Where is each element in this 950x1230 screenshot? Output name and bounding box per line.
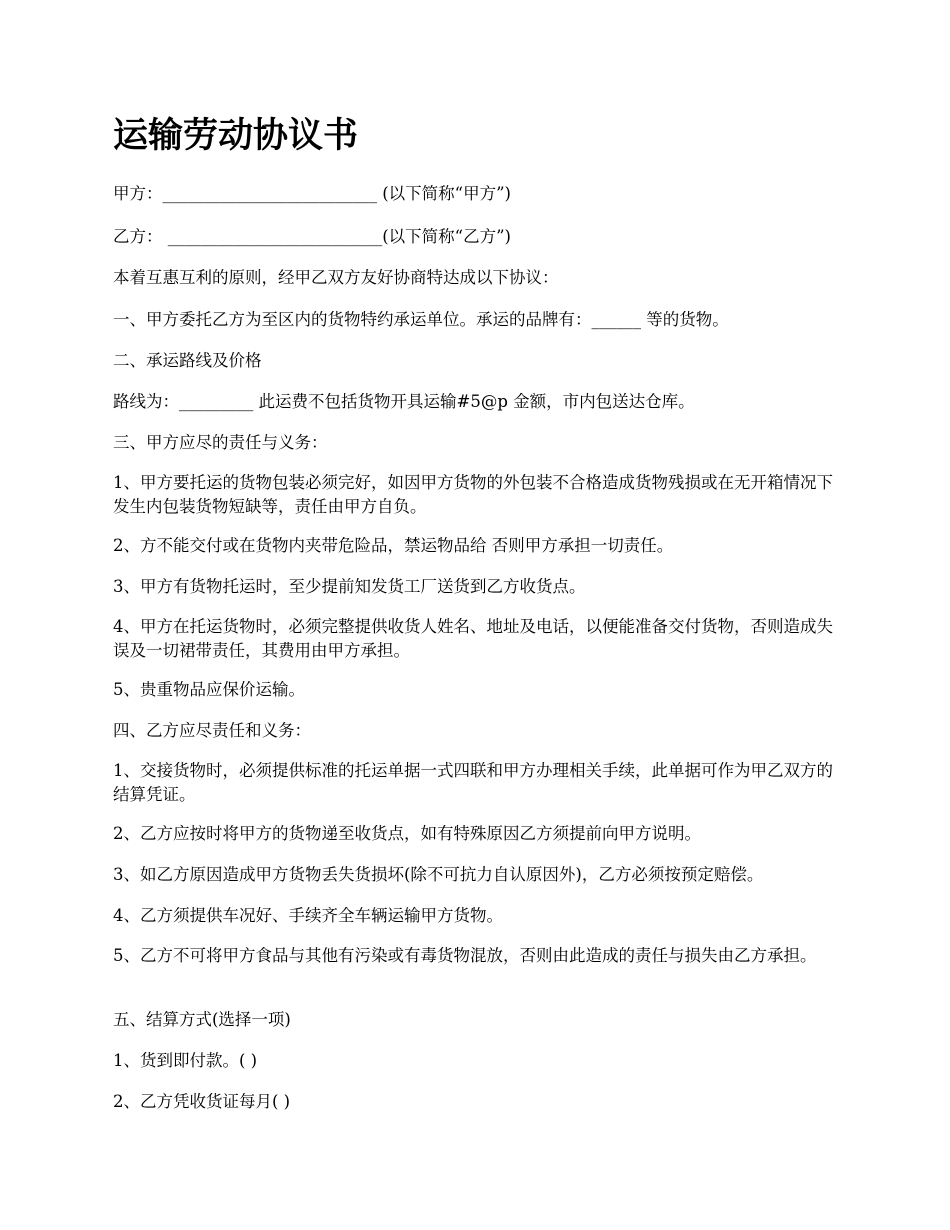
section-4-item-3: 3、如乙方原因造成甲方货物丢失货损坏(除不可抗力自认原因外)，乙方必须按预定赔偿。 xyxy=(113,865,764,884)
section-4-heading: 四、乙方应尽责任和义务： xyxy=(113,721,311,740)
route-line: 路线为：_________ 此运费不包括货物开具运输#5@p 金额，市内包送达仓库。 xyxy=(113,392,695,411)
section-3-item-2: 2、方不能交付或在货物内夹带危险品，禁运物品给 否则甲方承担一切责任。 xyxy=(113,536,674,555)
section-3-item-3: 3、甲方有货物托运时，至少提前知发货工厂送货到乙方收货点。 xyxy=(113,577,586,596)
section-3-item-4: 4、甲方在托运货物时，必须完整提供收货人姓名、地址及电话，以便能准备交付货物，否则造成失误及一切裙带责任，其费用由甲方承担。 xyxy=(113,617,833,660)
section-3-heading: 三、甲方应尽的责任与义务： xyxy=(113,433,328,452)
preamble: 本着互惠互利的原则，经甲乙双方友好协商特达成以下协议： xyxy=(113,268,559,287)
section-4-item-4: 4、乙方须提供车况好、手续齐全车辆运输甲方货物。 xyxy=(113,906,503,925)
section-5-heading: 五、结算方式(选择一项) xyxy=(113,1010,291,1029)
party-b-line: 乙方： __________________________(以下简称“乙方”) xyxy=(113,227,511,246)
document-title: 运输劳动协议书 xyxy=(113,115,359,156)
section-2-heading: 二、承运路线及价格 xyxy=(113,351,262,370)
section-4-item-1: 1、交接货物时，必须提供标准的托运单据一式四联和甲方办理相关手续，此单据可作为甲乙双方的结算凭证。 xyxy=(113,761,833,804)
section-4-item-2: 2、乙方应按时将甲方的货物递至收货点，如有特殊原因乙方须提前向甲方说明。 xyxy=(113,824,701,843)
section-5-item-1: 1、货到即付款。( ) xyxy=(113,1051,258,1070)
section-3-item-5: 5、贵重物品应保价运输。 xyxy=(113,680,305,699)
party-a-line: 甲方：__________________________ (以下简称“甲方”) xyxy=(113,184,511,203)
section-5-item-2: 2、乙方凭收货证每月( ) xyxy=(113,1092,291,1111)
clause-1: 一、甲方委托乙方为至区内的货物特约承运单位。承运的品牌有：______ 等的货物。 xyxy=(113,310,729,329)
section-3-item-1: 1、甲方要托运的货物包装必须完好，如因甲方货物的外包装不合格造成货物残损或在无开箱情况下发生内包装货物短缺等，责任由甲方自负。 xyxy=(113,473,833,516)
section-4-item-5: 5、乙方不可将甲方食品与其他有污染或有毒货物混放，否则由此造成的责任与损失由乙方承担。 xyxy=(113,946,817,965)
